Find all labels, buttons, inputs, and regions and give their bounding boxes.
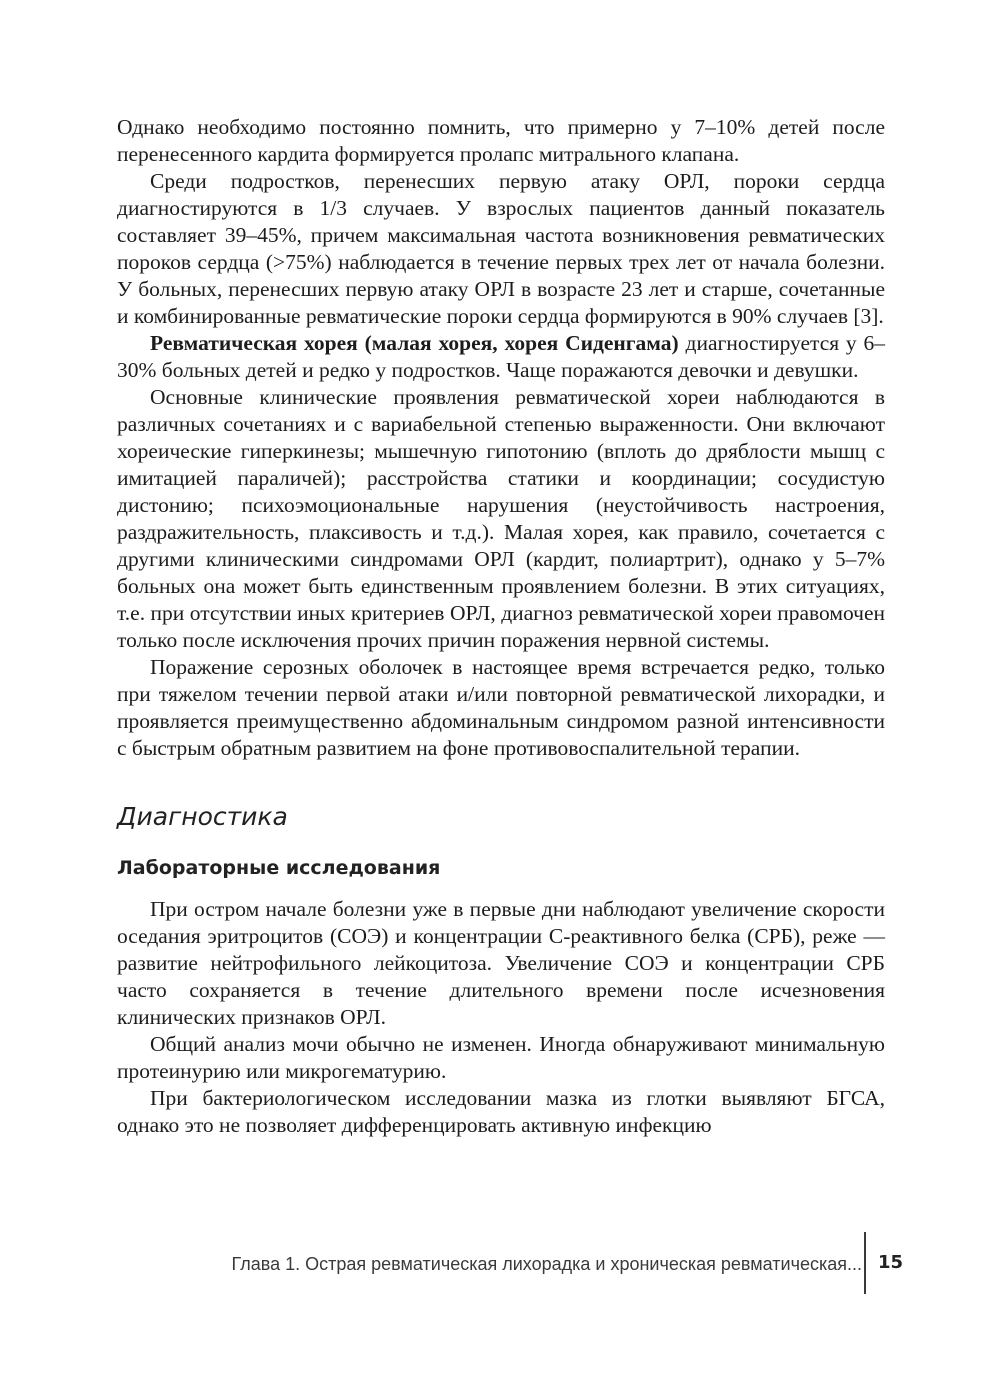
footer-divider (864, 1232, 866, 1294)
paragraph-chorea-manifestations: Основные клинические проявления ревматической хореи наблюдаются в различных сочетаниях и с вариабельной степенью выраженности. Они включают хореические гиперкинезы; мышечную гипотонию (вплоть до дряблости мышц с имитацией параличей); расстройства статики и координации; сосудистую дистонию; психоэмоциональные нарушения (неустойчивость настроения, раздражительность, плаксивость и т.д.). Малая хорея, как правило, сочетается с другими клиническими синдромами ОРЛ (кардит, полиартрит), однако у 5–7% больных она может быть единственным проявлением болезни. В этих ситуациях, т.е. при отсутствии иных критериев ОРЛ, диагноз ревматической хореи правомочен только после исключения прочих причин поражения нервной системы. (117, 385, 885, 652)
chorea-term: Ревматическая хорея (малая хорея, хорея Сиденгама) (150, 331, 679, 355)
chorea-text: диагностируется у 6–30% больных детей и редко у подростков. Чаще поражаются девочки и девушки. (117, 331, 885, 382)
paragraph-heart-defects: Среди подростков, перенесших первую атаку ОРЛ, пороки сердца диагностируются в 1/3 случаев. У взрослых пациентов данный показатель составляет 39–45%, причем максимальная частота возникновения ревматических пороков сердца (>75%) наблюдается в течение первых трех лет от начала болезни. У больных, перенесших первую атаку ОРЛ в возрасте 23 лет и старше, сочетанные и комбинированные ревматические пороки сердца формируются в 90% случаев [3]. (117, 169, 885, 328)
subsection-title: Лабораторные исследования (117, 857, 441, 879)
paragraph-urinalysis: Общий анализ мочи обычно не изменен. Иногда обнаруживают минимальную протеинурию или микрогематурию. (117, 1032, 885, 1083)
paragraph-esr-crp: При остром начале болезни уже в первые дни наблюдают увеличение скорости оседания эритроцитов (СОЭ) и концентрации С-реактивного белка (СРБ), реже — развитие нейтрофильного лейкоцитоза. Увеличение СОЭ и концентрации СРБ часто сохраняется в течение длительного времени после исчезновения клинических признаков ОРЛ. (117, 897, 885, 1029)
section-title: Диагностика (117, 802, 288, 831)
page-body (117, 114, 885, 1139)
page-number: 15 (878, 1252, 904, 1273)
paragraph-throat-swab: При бактериологическом исследовании мазка из глотки выявляют БГСА, однако это не позволяет дифференцировать активную инфекцию (117, 1086, 885, 1137)
running-title: Глава 1. Острая ревматическая лихорадка и хроническая ревматическая... (231, 1254, 862, 1274)
paragraph-serous-membranes: Поражение серозных оболочек в настоящее время встречается редко, только при тяжелом течении первой атаки и/или повторной ревматической лихорадки, и проявляется преимущественно абдоминальным синдромом разной интенсивности с быстрым обратным развитием на фоне противовоспалительной терапии. (117, 655, 885, 760)
paragraph-chorea (117, 330, 885, 384)
paragraph-mvp: Однако необходимо постоянно помнить, что примерно у 7–10% детей после перенесенного кардита формируется пролапс митрального клапана. (117, 115, 885, 166)
